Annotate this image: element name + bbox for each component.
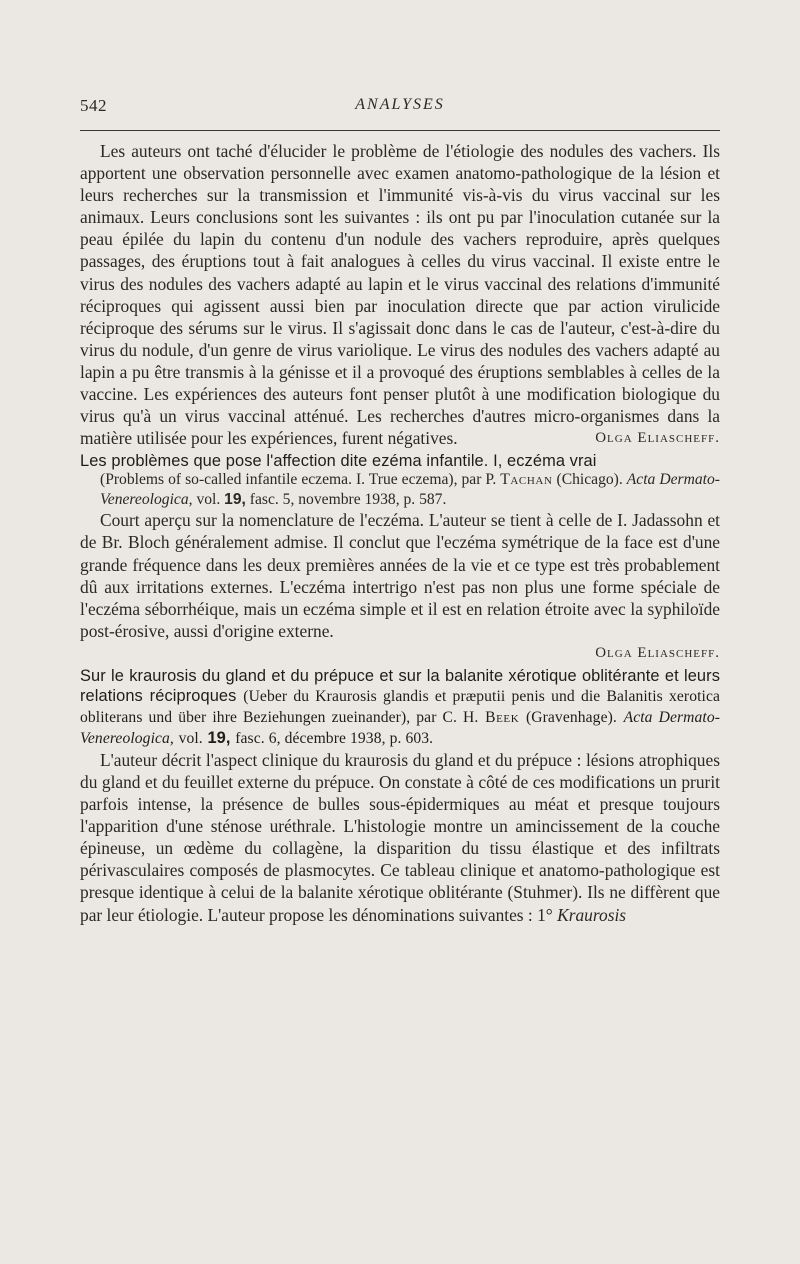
article-3-ref-part3: vol. [178,729,203,747]
article-3-body-end: Kraurosis [557,904,627,925]
article-1 [80,140,720,449]
article-2-ref-part2: (Chicago). [556,471,623,489]
article-2-reference [80,470,720,509]
article-2-body: Court aperçu sur la nomenclature de l'eczéma. L'auteur se tient à celle de I. Jadassohn et de Br. Bloch généralement admise. Il conclut que l'eczéma symétrique de la face est d'une grande fréquence dans les deux premières années de la vie et ce type est très probablement dû aux irritations externes. L'eczéma intertrigo n'est pas non plus une forme spéciale de l'eczéma séborrhéique, mais un eczéma simple et il est en relation étroite avec la syphiloïde post-érosive, aussi d'origine externe. [80,510,720,641]
article-3-journal: Acta Dermato-Venereologica, [80,708,721,747]
running-title: ANALYSES [355,96,445,113]
article-3-ref-part2: (Gravenhage). [525,708,617,726]
article-2-ref-part1: (Problems of so-called infantile eczema. I. True eczema), par P. [100,471,497,489]
article-2-heading [80,451,720,471]
article-3-ref-part1: (Ueber du Kraurosis glandis et præputii penis und die Balanitis xerotica obliterans und über ihre Beziehungen zueinander), par C. H. [80,687,721,726]
article-3 [80,666,720,926]
article-3-author: Beek [485,708,520,726]
article-2-author: Tachan [500,471,553,489]
article-3-volume: 19, [207,728,231,747]
article-2 [80,451,720,664]
article-2-ref-part4: fasc. 5, novembre 1938, p. 587. [249,490,447,508]
article-3-ref-part4: fasc. 6, décembre 1938, p. 603. [235,729,434,747]
article-3-body [80,749,720,926]
page-number: 542 [80,96,107,115]
page-header [80,96,720,126]
article-2-signature: Olga Eliascheff. [595,644,720,661]
article-2-journal: Acta Dermato-Venereologica, [100,471,720,508]
header-rule [80,130,720,131]
article-1-signature: Olga Eliascheff. [595,430,720,447]
article-2-ref-part3: vol. [196,490,221,508]
article-2-volume: 19, [224,490,246,508]
article-3-title: Sur le kraurosis du gland et du prépuce et sur la balanite xérotique oblitérante et leurs relations réciproques [80,666,720,705]
article-2-title: Les problèmes que pose l'affection dite ezéma infantile. I, eczéma vrai [80,452,597,471]
article-1-body: Les auteurs ont taché d'élucider le problème de l'étiologie des nodules des vachers. Ils apportent une observation personnelle avec examen anatomo-pathologique de la lésion et leurs recherches sur la transmission et l'immunité vis-à-vis du virus vaccinal sur les animaux. Leurs conclusions sont les suivantes : ils ont pu par l'inoculation cutanée sur la peau épilée du lapin du contenu d'un nodule des vachers reproduire, après quelques passages, des éruptions tout à fait analogues à celles du virus vaccinal. Il existe entre le virus des nodules des vachers adapté au lapin et le virus vaccinal des relations d'immunité réciproques qui agissent aussi bien par inoculation directe que par action virulicide réciproque des sérums sur le virus. Il s'agissait donc dans le cas de l'auteur, c'est-à-dire du virus du nodule, d'un genre de virus variolique. Le virus des nodules des vachers adapté au lapin a pu être transmis à la génisse et il a provoqué des éruptions semblables à celles de la vaccine. Les expériences des auteurs font penser plutôt à une modification biologique du virus qu'à un virus vaccinal atténué. Les recherches d'autres micro-organismes dans la matière utilisée pour les expériences, furent négatives. [80,141,720,449]
page-content [80,140,720,926]
article-3-body-text: L'auteur décrit l'aspect clinique du kraurosis du gland et du prépuce : lésions atrophiques du gland et du feuillet externe du prépuce. On constate à côté de ces modifications un prurit parfois intense, la présence de bulles sous-épidermiques au méat et presque toujours l'apparition d'une sténose uréthrale. L'histologie montre un amincissement de la couche épineuse, un œdème du collagène, la disparition du tissu élastique et des infiltrats périvasculaires composés de plasmocytes. Ce tableau clinique et anatomo-pathologique est presque identique à celui de la balanite xérotique oblitérante (Stuhmer). Ils ne diffèrent que par leur étiologie. L'auteur propose les dénominations suivantes : 1° [80,749,720,925]
article-3-heading [80,666,720,749]
